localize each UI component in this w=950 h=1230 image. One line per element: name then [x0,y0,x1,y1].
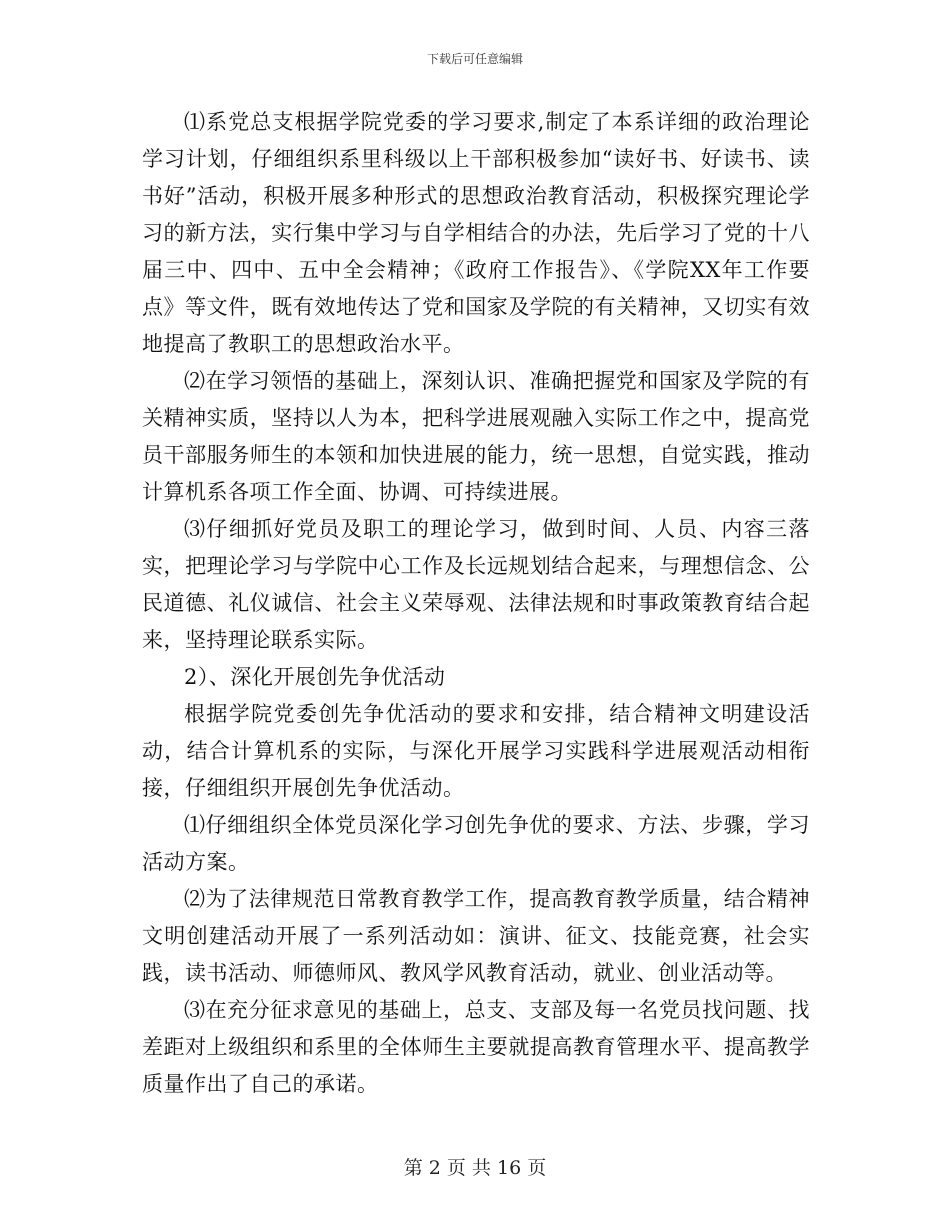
paragraph-2: ⑵在学习领悟的基础上，深刻认识、准确把握党和国家及学院的有关精神实质，坚持以人为本，把科学进展观融入实际工作之中，提高党员干部服务师生的本领和加快进展的能力，统一思想，自觉实践，推动计算机系各项工作全面、协调、可持续进展。 [142,369,810,504]
paragraph-3: ⑶仔细抓好党员及职工的理论学习，做到时间、人员、内容三落实，把理论学习与学院中心工作及长远规划结合起来，与理想信念、公民道德、礼仪诚信、社会主义荣辱观、法律法规和时事政策教育结合起来，坚持理论联系实际。 [142,517,810,652]
paragraph-5: ⑴仔细组织全体党员深化学习创先争优的要求、方法、步骤，学习活动方案。 [142,813,810,874]
page-header: 下载后可任意编辑 [426,52,523,66]
paragraph-1: ⑴系党总支根据学院党委的学习要求,制定了本系详细的政治理论学习计划，仔细组织系里科级以上干部积极参加“读好书、好读书、读书好”活动，积极开展多种形式的思想政治教育活动，积极探究理论学习的新方法，实行集中学习与自学相结合的办法，先后学习了党的十八届三中、四中、五中全会精神；《政府工作报告》、《学院XX年工作要点》等文件，既有效地传达了党和国家及学院的有关精神，又切实有效地提高了教职工的思想政治水平。 [142,110,810,356]
paragraph-4: 根据学院党委创先争优活动的要求和安排，结合精神文明建设活动，结合计算机系的实际，与深化开展学习实践科学进展观活动相衔接，仔细组织开展创先争优活动。 [142,702,810,800]
paragraph-6: ⑵为了法律规范日常教育教学工作，提高教育教学质量，结合精神文明创建活动开展了一系列活动如：演讲、征文、技能竞赛，社会实践，读书活动、师德师风、教风学风教育活动，就业、创业活动等。 [142,887,810,985]
page-footer: 第 2 页 共 16 页 [403,1157,547,1179]
document-body [142,104,810,1103]
section-heading: 2）、深化开展创先争优活动 [184,665,446,689]
paragraph-7: ⑶在充分征求意见的基础上，总支、支部及每一名党员找问题、找差距对上级组织和系里的全体师生主要就提高教育管理水平、提高教学质量作出了自己的承诺。 [142,998,810,1096]
